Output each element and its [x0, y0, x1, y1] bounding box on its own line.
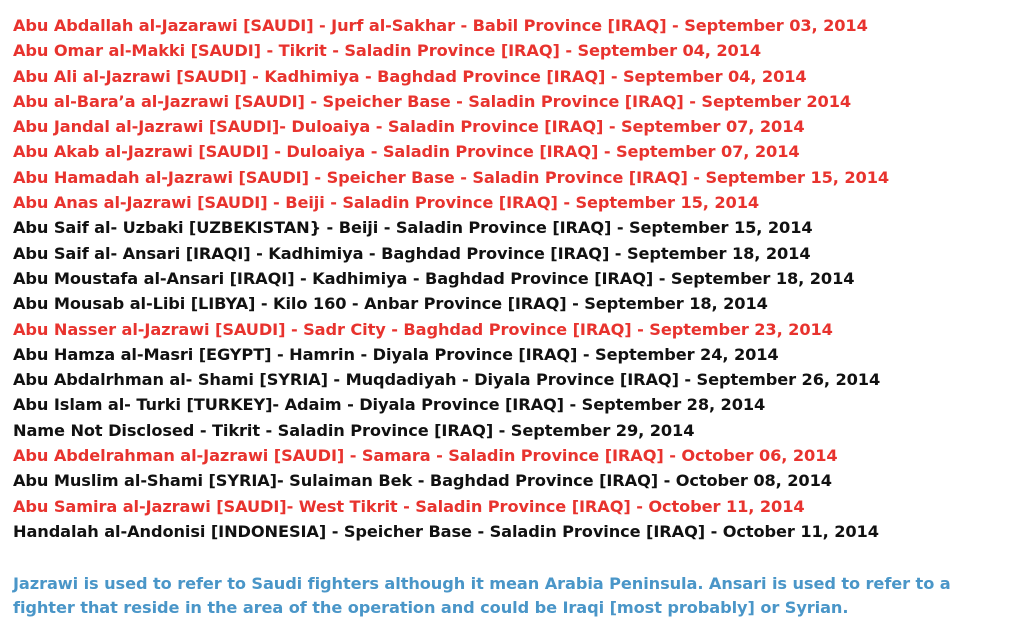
list-item: Abu Hamza al-Masri [EGYPT] - Hamrin - Diyala Province [IRAQ] - September 24, 2014: [13, 344, 779, 364]
note-line-1: Jazrawi is used to refer to Saudi fighters although it mean Arabia Peninsula. Ansari is used to refer to a: [13, 574, 951, 593]
list-item: Abu Jandal al-Jazrawi [SAUDI]- Duloaiya - Saladin Province [IRAQ] - September 07, 2014: [13, 117, 805, 137]
list-item: Abu Akab al-Jazrawi [SAUDI] - Duloaiya - Saladin Province [IRAQ] - September 07, 2014: [13, 142, 800, 162]
list-item: Abu Omar al-Makki [SAUDI] - Tikrit - Saladin Province [IRAQ] - September 04, 2014: [13, 41, 762, 61]
list-item: Abu Muslim al-Shami [SYRIA]- Sulaiman Bek - Baghdad Province [IRAQ] - October 08, 2014: [13, 471, 832, 491]
list-item: Abu Islam al- Turki [TURKEY]- Adaim - Diyala Province [IRAQ] - September 28, 2014: [13, 395, 766, 415]
list-item: Abu Saif al- Ansari [IRAQI] - Kadhimiya - Baghdad Province [IRAQ] - September 18, 2014: [13, 243, 811, 263]
list-item: Abu Samira al-Jazrawi [SAUDI]- West Tikrit - Saladin Province [IRAQ] - October 11, 2014: [13, 496, 805, 516]
list-item: Handalah al-Andonisi [INDONESIA] - Speicher Base - Saladin Province [IRAQ] - October 11, 2014: [13, 521, 879, 541]
list-item: Abu Ali al-Jazrawi [SAUDI] - Kadhimiya - Baghdad Province [IRAQ] - September 04, 2014: [13, 66, 807, 86]
list-item: Abu Anas al-Jazrawi [SAUDI] - Beiji - Saladin Province [IRAQ] - September 15, 2014: [13, 193, 760, 213]
list-item: Abu Abdelrahman al-Jazrawi [SAUDI] - Samara - Saladin Province [IRAQ] - October 06, 2014: [13, 446, 838, 466]
list-item: Abu al-Bara’a al-Jazrawi [SAUDI] - Speicher Base - Saladin Province [IRAQ] - September 2014: [13, 91, 852, 111]
list-item: Abu Nasser al-Jazrawi [SAUDI] - Sadr City - Baghdad Province [IRAQ] - September 23, 2014: [13, 319, 833, 339]
list-item: Abu Mousab al-Libi [LIBYA] - Kilo 160 - Anbar Province [IRAQ] - September 18, 2014: [13, 294, 768, 314]
list-item: Abu Abdalrhman al- Shami [SYRIA] - Muqdadiyah - Diyala Province [IRAQ] - September 26, 2014: [13, 370, 881, 390]
list-item: Abu Hamadah al-Jazrawi [SAUDI] - Speicher Base - Saladin Province [IRAQ] - September 15, 2014: [13, 167, 890, 187]
list-item: Abu Abdallah al-Jazarawi [SAUDI] - Jurf al-Sakhar - Babil Province [IRAQ] - September 03, 2014: [13, 16, 868, 35]
explanatory-note: [13, 572, 1018, 620]
list-item: Abu Saif al- Uzbaki [UZBEKISTAN} - Beiji - Saladin Province [IRAQ] - September 15, 2014: [13, 218, 813, 238]
list-item: Abu Moustafa al-Ansari [IRAQI] - Kadhimiya - Baghdad Province [IRAQ] - September 18, 2014: [13, 268, 855, 288]
fighter-list: [13, 13, 1018, 544]
note-line-2: fighter that reside in the area of the operation and could be Iraqi [most probably] or Syrian.: [13, 598, 849, 617]
list-item: Name Not Disclosed - Tikrit - Saladin Province [IRAQ] - September 29, 2014: [13, 420, 695, 440]
